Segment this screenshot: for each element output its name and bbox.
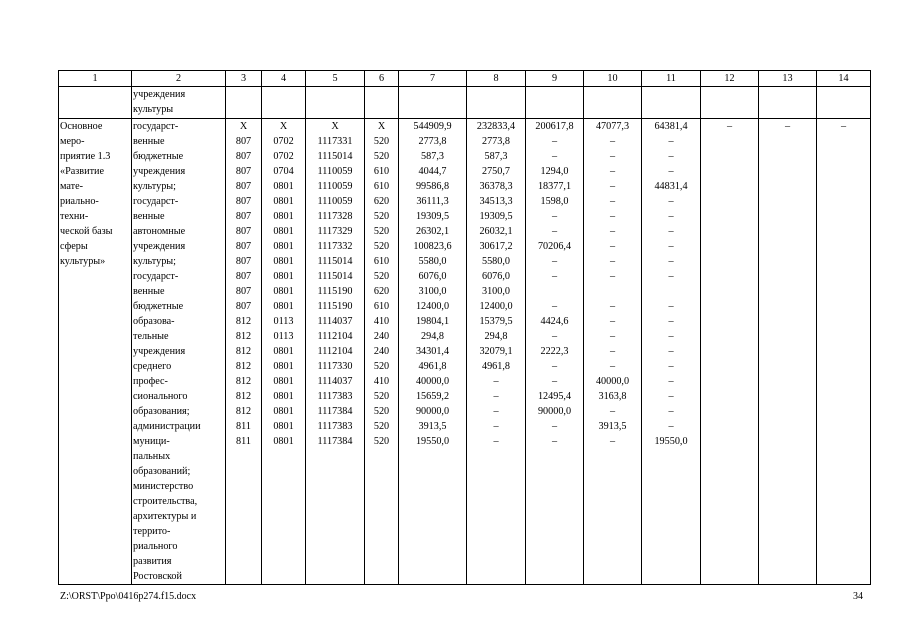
col3-line: 811	[236, 421, 251, 432]
col7-line: 19804,1	[415, 316, 450, 327]
col1-line: культуры»	[60, 256, 106, 267]
col3-line: 811	[236, 436, 251, 447]
cell-sub-2	[132, 87, 226, 119]
cell-sub-6	[365, 87, 399, 119]
col7-line: 40000,0	[415, 376, 450, 387]
col5-line: 1117384	[317, 406, 353, 417]
header-cell-13: 13	[759, 71, 817, 87]
col7-line: 294,8	[421, 331, 444, 342]
col9-line: 1294,0	[540, 166, 569, 177]
col11-line: –	[668, 301, 674, 312]
col2-line: террито-	[133, 526, 171, 537]
header-cell-4: 4	[262, 71, 306, 87]
col4-line: 0113	[273, 331, 294, 342]
col3-line: 807	[235, 286, 252, 297]
col6-line: 240	[373, 331, 390, 342]
col5-line: 1117330	[317, 361, 353, 372]
col7-line: 4044,7	[418, 166, 447, 177]
col11-line: –	[668, 196, 674, 207]
col8-line: –	[493, 376, 499, 387]
col2-line: сионального	[133, 391, 188, 402]
col2-line: риального	[133, 541, 178, 552]
col10-line: –	[609, 211, 616, 222]
col4-line: 0801	[273, 361, 294, 372]
col5-line: 1110059	[317, 181, 353, 192]
col8-line: 6076,0	[481, 271, 510, 282]
col9-line: 1598,0	[540, 196, 569, 207]
col8-line: 26032,1	[479, 226, 513, 237]
col11-line	[643, 284, 699, 299]
col4-line: 0801	[273, 406, 294, 417]
col9-line: 12495,4	[537, 391, 572, 402]
col11-line: –	[668, 361, 674, 372]
col7-line: 36111,3	[416, 196, 449, 207]
col9-line: –	[551, 271, 558, 282]
header-cell-14: 14	[817, 71, 871, 87]
subheader-row	[59, 87, 871, 119]
col2-line: министерство	[133, 481, 194, 492]
col3-line: X	[239, 121, 248, 132]
col10-line: 47077,3	[595, 121, 630, 132]
col10-line: –	[609, 406, 616, 417]
col10-line: –	[609, 346, 616, 357]
col2-cell	[132, 119, 226, 585]
col11-line: –	[668, 226, 674, 237]
col9-line: –	[551, 136, 558, 147]
col8-line: 34513,3	[479, 196, 513, 207]
col2-line: образова-	[133, 316, 175, 327]
col5-line: 1117331	[317, 136, 353, 147]
col7-line: 3100,0	[418, 286, 447, 297]
cell-sub-3	[226, 87, 262, 119]
col5-line: 1117384	[317, 436, 353, 447]
cell-sub-11	[642, 87, 701, 119]
body-row	[59, 119, 871, 585]
col3-line: 807	[235, 196, 252, 207]
col7-line: 34301,4	[415, 346, 450, 357]
col4-line: 0801	[273, 346, 294, 357]
col3-line: 807	[235, 271, 252, 282]
col5-line: 1115190	[317, 301, 353, 312]
col11-line: –	[668, 346, 674, 357]
col6-line: 610	[373, 256, 390, 267]
col1-line: приятие 1.3	[60, 151, 111, 162]
col4-cell	[262, 119, 306, 585]
col8-line: –	[493, 406, 499, 417]
col7-line: 19309,5	[415, 211, 450, 222]
cell-sub-14	[817, 87, 871, 119]
col10-line: –	[609, 271, 616, 282]
col2-line: строительства,	[133, 496, 198, 507]
page-number: 34	[853, 591, 863, 602]
col2-line: муници-	[133, 436, 170, 447]
col3-line: 807	[235, 166, 252, 177]
col3-line: 807	[235, 211, 252, 222]
col5-line: 1117383	[317, 421, 353, 432]
col11-line: –	[668, 211, 674, 222]
col10-line: 40000,0	[595, 376, 630, 387]
cell-sub-5	[306, 87, 365, 119]
col5-line: 1115190	[317, 286, 353, 297]
col2-line: венные	[133, 211, 165, 222]
col8-line: 12400,0	[479, 301, 513, 312]
col6-line: X	[377, 121, 386, 132]
col11-line: –	[668, 256, 674, 267]
col1-line: техни-	[60, 211, 89, 222]
col11-cell	[642, 119, 701, 585]
col5-line: 1112104	[317, 331, 353, 342]
col6-line: 620	[373, 286, 390, 297]
col7-line: 544909,9	[413, 121, 452, 132]
col10-line: –	[609, 241, 616, 252]
col3-line: 812	[235, 361, 252, 372]
col8-line: 15379,5	[479, 316, 513, 327]
col11-line: –	[668, 421, 674, 432]
col6-line: 520	[373, 436, 390, 447]
col8-line: 3100,0	[481, 286, 510, 297]
col9-line: 200617,8	[535, 121, 574, 132]
col1-line: риально-	[60, 196, 99, 207]
col2-line: среднего	[133, 361, 172, 372]
col6-line: 410	[373, 316, 390, 327]
col4-line: 0801	[273, 391, 294, 402]
col6-line: 520	[373, 391, 390, 402]
col4-line: 0801	[273, 301, 294, 312]
col5-line: 1115014	[317, 271, 353, 282]
col2-line: государст-	[133, 121, 179, 132]
col10-line: –	[609, 226, 616, 237]
cell-sub-13	[759, 87, 817, 119]
col3-line: 807	[235, 241, 252, 252]
col5-line: X	[331, 121, 339, 132]
header-cell-11: 11	[642, 71, 701, 87]
budget-table	[58, 70, 871, 585]
col11-line: 44831,4	[654, 181, 688, 192]
col3-line: 812	[235, 346, 252, 357]
col3-line: 807	[235, 226, 252, 237]
col6-line: 610	[373, 166, 390, 177]
col4-line: X	[279, 121, 288, 132]
col2-line: государст-	[133, 271, 179, 282]
col9-line: 70206,4	[537, 241, 572, 252]
col8-line: 30617,2	[479, 241, 513, 252]
col7-line: 587,3	[421, 151, 444, 162]
col7-line: 6076,0	[418, 271, 447, 282]
col7-line: 19550,0	[415, 436, 450, 447]
col4-line: 0113	[273, 316, 294, 327]
col9-line: –	[551, 151, 558, 162]
col9-cell	[526, 119, 584, 585]
col1-line: мате-	[60, 181, 84, 192]
col2-line: учреждения	[133, 241, 186, 252]
col5-cell	[306, 119, 365, 585]
col6-line: 520	[373, 406, 390, 417]
col2-line: профес-	[133, 376, 168, 387]
col8-line: –	[493, 436, 499, 447]
col8-line: 32079,1	[479, 346, 513, 357]
col7-cell	[399, 119, 467, 585]
col3-line: 807	[235, 301, 252, 312]
col11-line: –	[668, 376, 674, 387]
col2-line: венные	[133, 286, 165, 297]
col3-line: 807	[235, 256, 252, 267]
col11-line: –	[668, 241, 674, 252]
col7-line: 100823,6	[413, 241, 452, 252]
col11-line: –	[668, 406, 674, 417]
col10-line: –	[609, 256, 616, 267]
col11-line: 19550,0	[654, 436, 688, 447]
col9-line: –	[551, 301, 558, 312]
col3-cell	[226, 119, 262, 585]
col4-line: 0801	[273, 421, 294, 432]
col9-line: –	[551, 361, 558, 372]
col8-line: –	[493, 421, 499, 432]
col7-line: 5580,0	[418, 256, 447, 267]
col3-line: 812	[235, 406, 252, 417]
sub-line: учреждения	[133, 89, 186, 100]
col9-line: –	[551, 421, 558, 432]
header-cell-3: 3	[226, 71, 262, 87]
col4-line: 0801	[273, 196, 294, 207]
col13-cell	[759, 119, 817, 585]
col8-line: 4961,8	[481, 361, 510, 372]
col4-line: 0801	[273, 376, 294, 387]
col8-line: 2773,8	[481, 136, 510, 147]
col3-line: 812	[235, 331, 252, 342]
col2-line: автономные	[133, 226, 186, 237]
col6-line: 620	[373, 196, 390, 207]
header-cell-5: 5	[306, 71, 365, 87]
col2-line: культуры;	[133, 181, 176, 192]
col5-line: 1110059	[317, 196, 353, 207]
footer-file-path: Z:\ORST\Ppo\0416p274.f15.docx	[60, 591, 197, 602]
col4-line: 0704	[273, 166, 294, 177]
col4-line: 0801	[273, 241, 294, 252]
col2-line: Ростовской	[133, 571, 182, 582]
col12-line: –	[726, 121, 733, 132]
header-cell-7: 7	[399, 71, 467, 87]
sub-line: культуры	[133, 104, 174, 115]
col2-line: тельные	[133, 331, 169, 342]
col9-line: –	[551, 226, 558, 237]
col11-line: –	[668, 331, 674, 342]
col5-line: 1117329	[317, 226, 353, 237]
col2-line: бюджетные	[133, 151, 184, 162]
cell-sub-1	[59, 87, 132, 119]
col9-line: 4424,6	[540, 316, 569, 327]
col9-line: –	[551, 256, 558, 267]
col6-line: 520	[373, 226, 390, 237]
col1-line: «Развитие	[60, 166, 104, 177]
col6-line: 520	[373, 211, 390, 222]
col2-line: образования;	[133, 406, 190, 417]
header-cell-6: 6	[365, 71, 399, 87]
col3-line: 812	[235, 391, 252, 402]
col11-line: –	[668, 271, 674, 282]
col7-line: 2773,8	[418, 136, 447, 147]
col7-line: 26302,1	[415, 226, 450, 237]
col1-line: Основное	[60, 121, 103, 132]
col2-line: образований;	[133, 466, 191, 477]
col12-cell	[701, 119, 759, 585]
cell-sub-12	[701, 87, 759, 119]
col1-line: меро-	[60, 136, 85, 147]
col8-line: 19309,5	[479, 211, 513, 222]
col6-line: 610	[373, 301, 390, 312]
col4-line: 0801	[273, 181, 294, 192]
col2-line: венные	[133, 136, 165, 147]
col10-line: –	[609, 151, 616, 162]
col6-line: 520	[373, 151, 390, 162]
col6-cell	[365, 119, 399, 585]
col9-line: 2222,3	[540, 346, 569, 357]
header-cell-8: 8	[467, 71, 526, 87]
col11-line: –	[668, 166, 674, 177]
col10-line: –	[609, 436, 616, 447]
col4-line: 0801	[273, 226, 294, 237]
col6-line: 520	[373, 241, 390, 252]
header-cell-1: 1	[59, 71, 132, 87]
col4-line: 0801	[273, 211, 294, 222]
col5-line: 1110059	[317, 166, 353, 177]
col6-line: 410	[373, 376, 390, 387]
col4-line: 0801	[273, 286, 294, 297]
col10-line: –	[609, 361, 616, 372]
col2-line: культуры;	[133, 256, 176, 267]
header-row	[59, 71, 871, 87]
col11-line: –	[668, 151, 674, 162]
col11-line: 64381,4	[654, 121, 688, 132]
col3-line: 807	[235, 151, 252, 162]
col5-line: 1115014	[317, 256, 353, 267]
col2-line: пальных	[133, 451, 171, 462]
col2-line: учреждения	[133, 346, 186, 357]
col6-line: 610	[373, 181, 390, 192]
col8-line: 587,3	[484, 151, 508, 162]
col9-line: –	[551, 376, 558, 387]
col8-line: 2750,7	[481, 166, 510, 177]
col7-line: 90000,0	[415, 406, 450, 417]
col10-cell	[584, 119, 642, 585]
col6-line: 520	[373, 136, 390, 147]
col3-line: 812	[235, 376, 252, 387]
col2-line: развития	[133, 556, 172, 567]
cell-sub-8	[467, 87, 526, 119]
col10-line: –	[609, 331, 616, 342]
col4-line: 0702	[273, 136, 294, 147]
cell-sub-7	[399, 87, 467, 119]
cell-sub-10	[584, 87, 642, 119]
col14-line: –	[840, 121, 847, 132]
header-cell-12: 12	[701, 71, 759, 87]
col6-line: 520	[373, 271, 390, 282]
col10-line: –	[609, 301, 616, 312]
col5-line: 1115014	[317, 151, 353, 162]
col7-line: 12400,0	[415, 301, 450, 312]
col7-line: 15659,2	[415, 391, 450, 402]
col11-line: –	[668, 391, 674, 402]
col1-line: ческой базы	[60, 226, 113, 237]
col2-line: архитектуры и	[133, 511, 197, 522]
col5-line: 1114037	[317, 376, 353, 387]
col5-line: 1117328	[317, 211, 353, 222]
col10-line: 3163,8	[598, 391, 627, 402]
header-cell-2: 2	[132, 71, 226, 87]
col14-cell	[817, 119, 871, 585]
col1-cell	[59, 119, 132, 585]
col6-line: 520	[373, 421, 390, 432]
col8-line: 5580,0	[481, 256, 510, 267]
col10-line: –	[609, 166, 616, 177]
col7-line: 4961,8	[418, 361, 447, 372]
col6-line: 240	[373, 346, 390, 357]
col11-line: –	[668, 136, 674, 147]
col2-line: бюджетные	[133, 301, 184, 312]
col4-line: 0801	[273, 436, 294, 447]
col4-line: 0702	[273, 151, 294, 162]
col8-line: 294,8	[484, 331, 508, 342]
col2-line: государст-	[133, 196, 179, 207]
col1-line: сферы	[60, 241, 88, 252]
col9-line: –	[551, 211, 558, 222]
col9-line	[527, 284, 582, 299]
col7-line: 99586,8	[415, 181, 450, 192]
col8-line: 232833,4	[476, 121, 516, 132]
col5-line: 1114037	[317, 316, 353, 327]
col9-line: 18377,1	[537, 181, 572, 192]
col9-line: 90000,0	[537, 406, 572, 417]
col6-line: 520	[373, 361, 390, 372]
col9-line: –	[551, 436, 558, 447]
col10-line	[585, 284, 640, 299]
col10-line: –	[609, 316, 616, 327]
col10-line: –	[609, 181, 616, 192]
col5-line: 1112104	[317, 346, 353, 357]
header-cell-10: 10	[584, 71, 642, 87]
col11-line: –	[668, 316, 674, 327]
col10-line: 3913,5	[598, 421, 627, 432]
col10-line: –	[609, 196, 616, 207]
col4-line: 0801	[273, 271, 294, 282]
header-cell-9: 9	[526, 71, 584, 87]
col4-line: 0801	[273, 256, 294, 267]
col10-line: –	[609, 136, 616, 147]
col5-line: 1117332	[317, 241, 353, 252]
col2-line: учреждения	[133, 166, 186, 177]
col2-line: администрации	[133, 421, 201, 432]
col9-line: –	[551, 331, 558, 342]
col5-line: 1117383	[317, 391, 353, 402]
col3-line: 807	[235, 181, 252, 192]
col8-line: 36378,3	[479, 181, 513, 192]
col8-line: –	[493, 391, 499, 402]
cell-sub-4	[262, 87, 306, 119]
cell-sub-9	[526, 87, 584, 119]
col8-cell	[467, 119, 526, 585]
col13-line: –	[784, 121, 791, 132]
col3-line: 807	[235, 136, 252, 147]
col3-line: 812	[235, 316, 252, 327]
col7-line: 3913,5	[418, 421, 447, 432]
